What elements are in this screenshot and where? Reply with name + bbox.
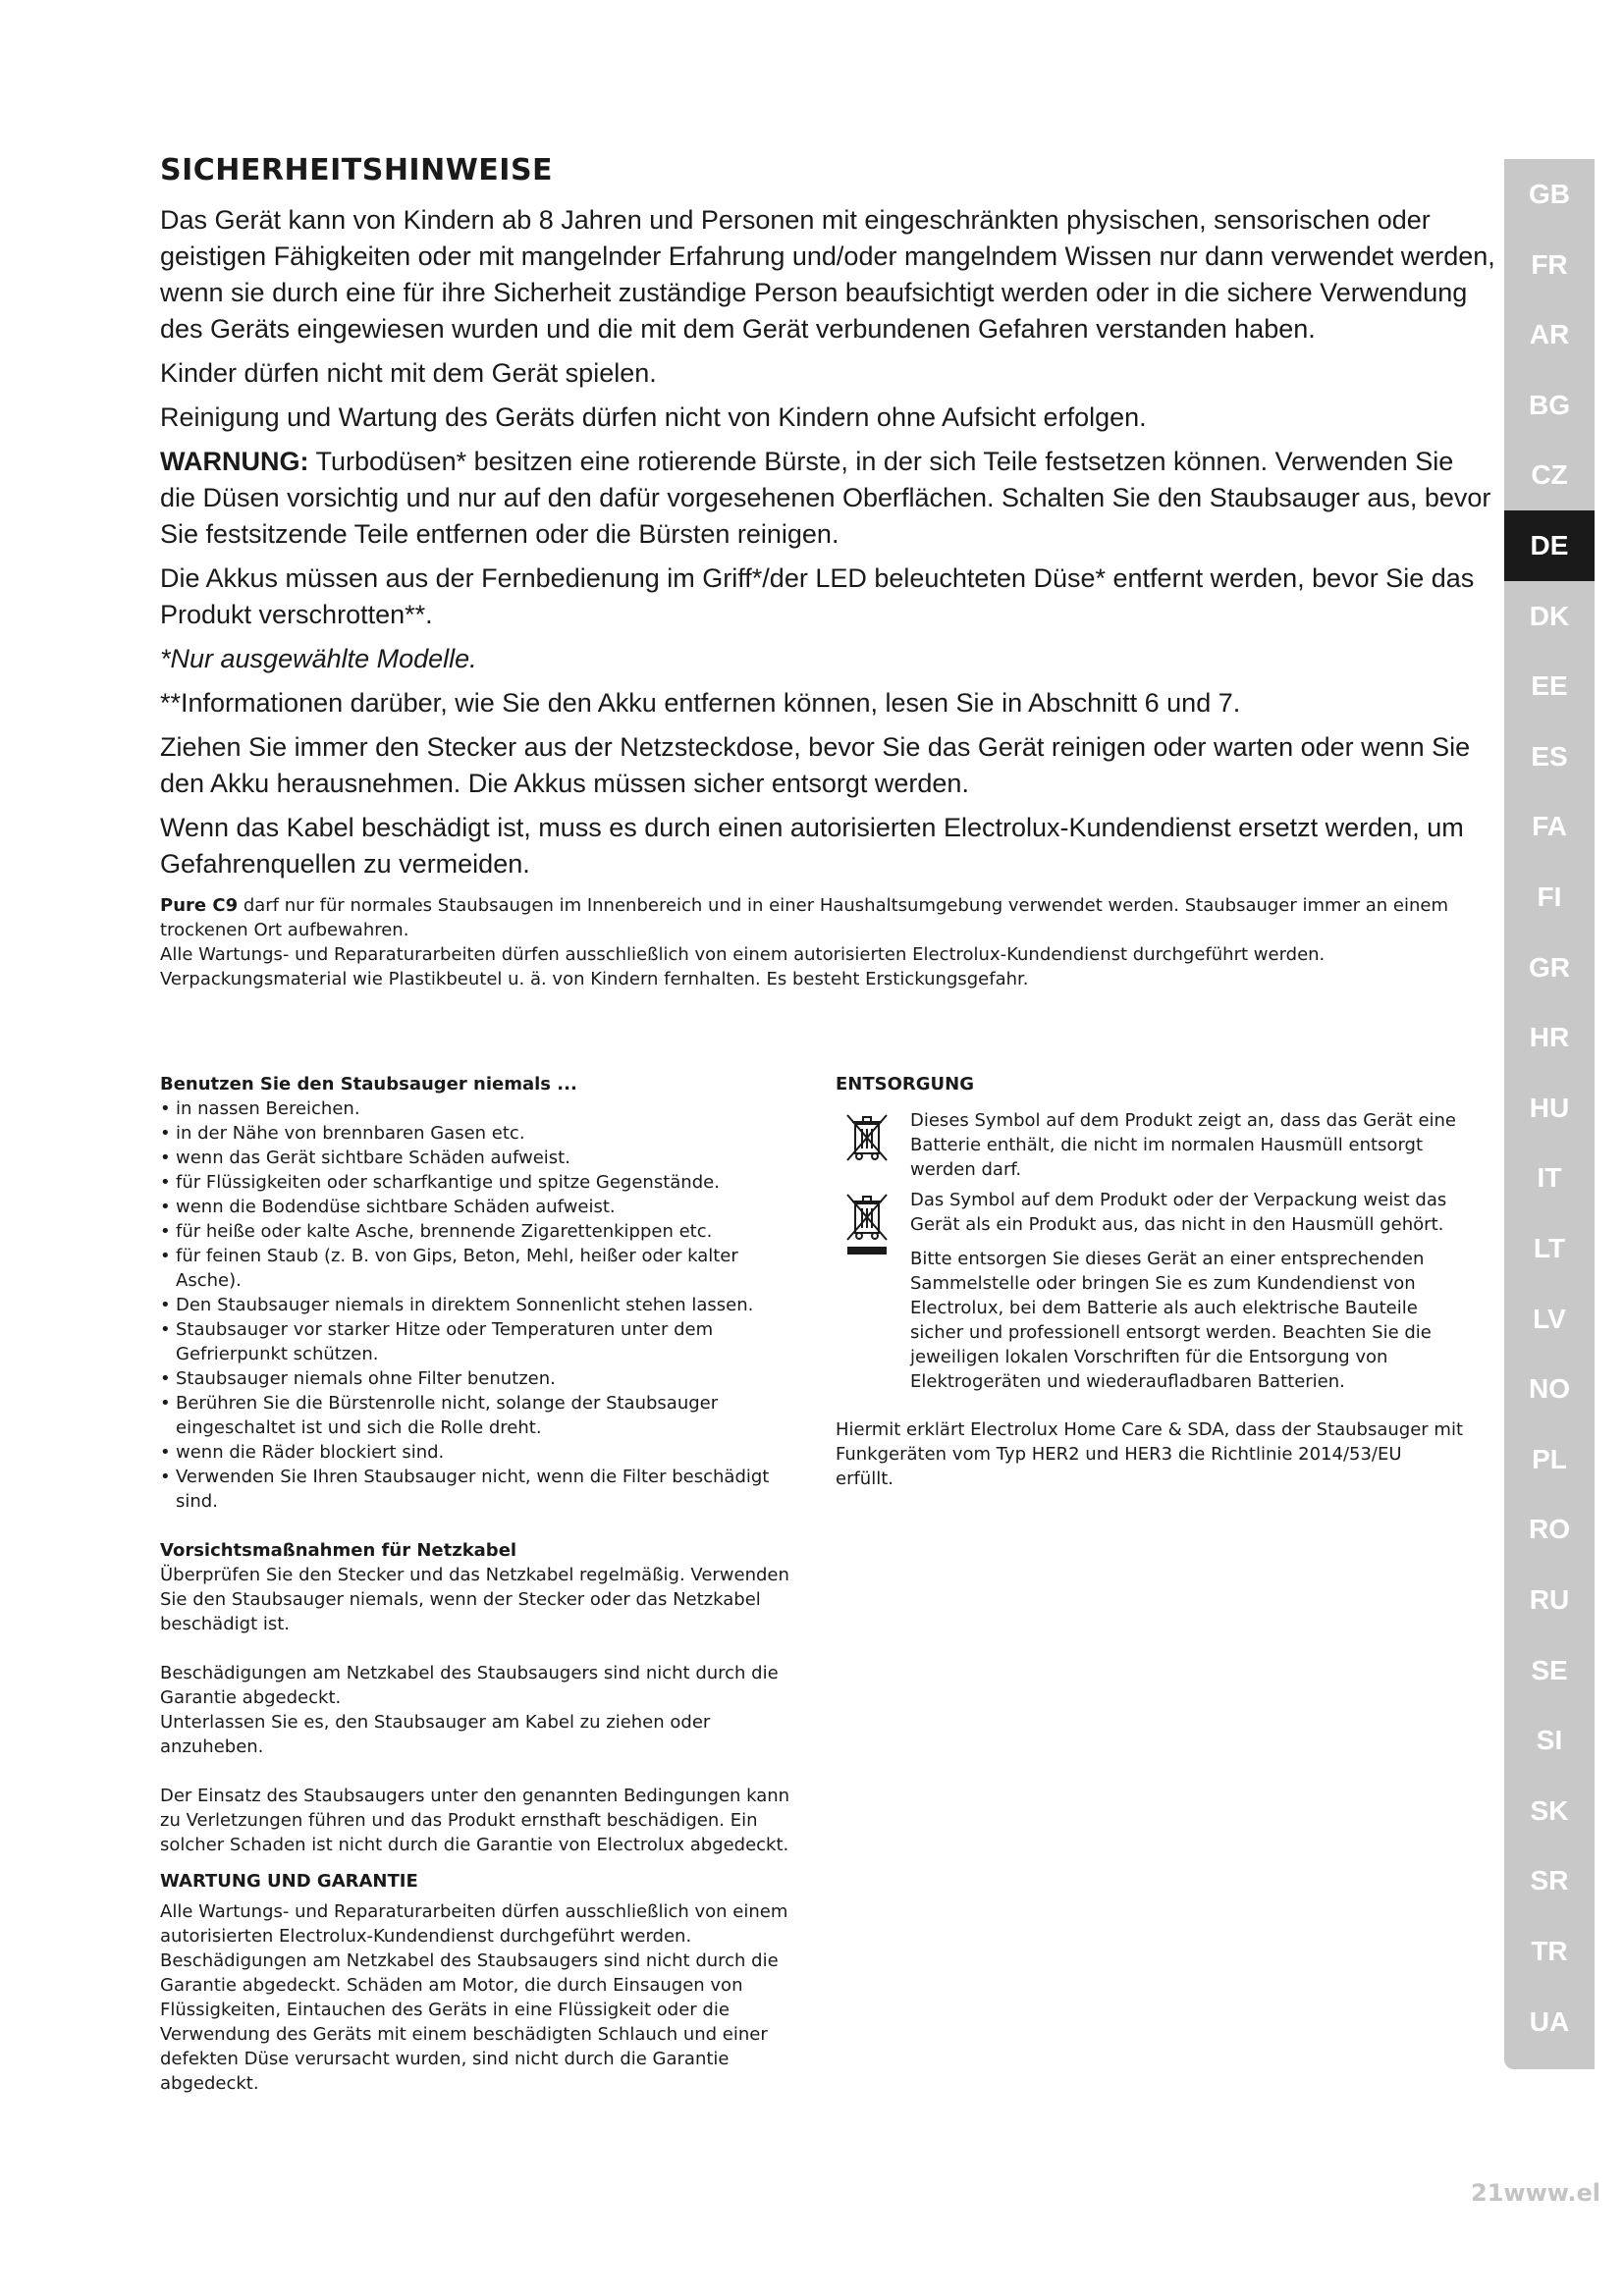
page-title: SICHERHEITSHINWEISE (160, 153, 554, 187)
tab-dk[interactable]: DK (1529, 600, 1570, 631)
cord-paragraph: Beschädigungen am Netzkabel des Staubsaugers sind nicht durch die Garantie abgedeckt. (160, 1663, 779, 1708)
tab-ru[interactable]: RU (1529, 1584, 1570, 1615)
right-column (836, 1072, 1464, 1491)
intro-paragraph: Die Akkus müssen aus der Fernbedienung im Griff*/der LED beleuchteten Düse* entfernt werden, bevor Sie das Produkt verschrotten**. (160, 563, 1475, 629)
service-note: Alle Wartungs- und Reparaturarbeiten dürfen ausschließlich von einem autorisierten Electrolux-Kundendienst durchgeführt werden. (160, 944, 1326, 965)
tab-ua[interactable]: UA (1529, 2005, 1570, 2037)
cord-paragraph: Überprüfen Sie den Stecker und das Netzkabel regelmäßig. Verwenden Sie den Staubsauger niemals, wenn der Stecker oder das Netzkabel beschädigt ist. (160, 1565, 789, 1634)
tab-pl[interactable]: PL (1532, 1443, 1567, 1474)
tab-es[interactable]: ES (1531, 740, 1568, 772)
tab-sr[interactable]: SR (1530, 1865, 1569, 1896)
list-item: • Staubsauger vor starker Hitze oder Temperaturen unter dem Gefrierpunkt schützen. (160, 1317, 808, 1366)
product-symbol-text: Das Symbol auf dem Produkt oder der Verpackung weist das Gerät als ein Produkt aus, das nicht in den Hausmüll gehört. (910, 1190, 1447, 1235)
never-use-heading: Benutzen Sie den Staubsauger niemals ... (160, 1074, 577, 1095)
tab-ee[interactable]: EE (1531, 670, 1568, 702)
never-use-list (160, 1096, 808, 1514)
left-column (160, 1072, 808, 2096)
tab-se[interactable]: SE (1531, 1654, 1568, 1685)
list-item: • Berühren Sie die Bürstenrolle nicht, solange der Staubsauger eingeschaltet ist und sich die Rolle dreht. (160, 1391, 808, 1440)
intro-paragraph: Reinigung und Wartung des Geräts dürfen nicht von Kindern ohne Aufsicht erfolgen. (160, 402, 1147, 432)
tab-lt[interactable]: LT (1533, 1233, 1566, 1263)
list-item: • für feinen Staub (z. B. von Gips, Beton, Mehl, heißer oder kalter Asche). (160, 1244, 808, 1293)
warning-label: WARNUNG: (160, 447, 309, 476)
intro-paragraph: Ziehen Sie immer den Stecker aus der Netzsteckdose, bevor Sie das Gerät reinigen oder warten oder wenn Sie den Akku herausnehmen. Die Akkus müssen sicher entsorgt werden. (160, 732, 1471, 798)
intro-paragraph: Wenn das Kabel beschädigt ist, muss es durch einen autorisierten Electrolux-Kundendienst ersetzt werden, um Gefahrenquellen zu vermeiden. (160, 813, 1464, 879)
list-item: • wenn die Bodendüse sichtbare Schäden aufweist. (160, 1195, 808, 1219)
safety-intro (160, 202, 1495, 890)
model-name: Pure C9 (160, 895, 239, 916)
conformity-declaration: Hiermit erklärt Electrolux Home Care & SDA, dass der Staubsauger mit Funkgeräten vom Typ HER2 und HER3 die Richtlinie 2014/53/EU erfüllt. (836, 1419, 1464, 1489)
tab-ar[interactable]: AR (1529, 319, 1570, 350)
tab-tr[interactable]: TR (1531, 1936, 1568, 1966)
tab-hu[interactable]: HU (1529, 1092, 1570, 1123)
tab-gr[interactable]: GR (1529, 951, 1570, 983)
disposal-battery (836, 1108, 1464, 1182)
list-item: • wenn das Gerät sichtbare Schäden aufweist. (160, 1146, 808, 1170)
footnote-models: *Nur ausgewählte Modelle. (160, 644, 477, 673)
warranty-paragraph: Alle Wartungs- und Reparaturarbeiten dürfen ausschließlich von einem autorisierten Electrolux-Kundendienst durchgeführt werden. (160, 1901, 788, 1947)
list-item: • wenn die Räder blockiert sind. (160, 1440, 808, 1465)
usage-note (160, 893, 1476, 942)
tab-fa[interactable]: FA (1532, 811, 1567, 842)
list-item: • für Flüssigkeiten oder scharfkantige und spitze Gegenstände. (160, 1170, 808, 1195)
list-item: • für heiße oder kalte Asche, brennende Zigarettenkippen etc. (160, 1219, 808, 1244)
disposal-product (836, 1188, 1464, 1394)
cord-paragraph: Unterlassen Sie es, den Staubsauger am Kabel zu ziehen oder anzuheben. (160, 1712, 711, 1757)
list-item: • Staubsauger niemals ohne Filter benutzen. (160, 1366, 808, 1391)
packaging-note: Verpackungsmaterial wie Plastikbeutel u. ä. von Kindern fernhalten. Es besteht Erstickungsgefahr. (160, 969, 1029, 989)
footnote-battery: **Informationen darüber, wie Sie den Akku entfernen können, lesen Sie in Abschnitt 6 und 7. (160, 688, 1241, 718)
tab-sk[interactable]: SK (1530, 1794, 1569, 1826)
tab-no[interactable]: NO (1529, 1373, 1570, 1405)
warning-text: Turbodüsen* besitzen eine rotierende Bürste, in der sich Teile festsetzen können. Verwenden Sie die Düsen vorsichtig und nur auf den dafür vorgesehenen Oberflächen. Schalten Sie den Staubsauger aus, bevor Sie festsitzende Teile entfernen oder die Bürsten reinigen. (160, 447, 1491, 549)
tab-si[interactable]: SI (1536, 1725, 1563, 1756)
crossed-out-bin-icon (843, 1112, 891, 1163)
cord-paragraph: Der Einsatz des Staubsaugers unter den genannten Bedingungen kann zu Verletzungen führen und das Produkt ernsthaft beschädigen. Ein solcher Schaden ist nicht durch die Garantie von Electrolux abgedeckt. (160, 1786, 790, 1855)
tab-ro[interactable]: RO (1529, 1514, 1570, 1545)
disposal-heading: ENTSORGUNG (836, 1074, 974, 1095)
warranty-heading: WARTUNG UND GARANTIE (160, 1871, 418, 1892)
list-item: • Den Staubsauger niemals in direktem Sonnenlicht stehen lassen. (160, 1293, 808, 1317)
intro-paragraph: Das Gerät kann von Kindern ab 8 Jahren und Personen mit eingeschränkten physischen, sensorischen oder geistigen Fähigkeiten oder mit mangelnder Erfahrung und/oder mangelndem Wissen nur dann verwendet werden, wenn sie durch eine für ihre Sicherheit zuständige Person beaufsichtigt werden oder in die sichere Verwendung des Geräts eingewiesen wurden und die mit dem Gerät verbundenen Gefahren verstanden haben. (160, 205, 1495, 344)
warning-paragraph (160, 444, 1495, 553)
intro-paragraph: Kinder dürfen nicht mit dem Gerät spielen. (160, 358, 657, 388)
tab-hr[interactable]: HR (1529, 1022, 1570, 1053)
tab-bg[interactable]: BG (1529, 389, 1570, 420)
tab-de[interactable]: DE (1504, 510, 1595, 581)
list-item: • in der Nähe von brennbaren Gasen etc. (160, 1121, 808, 1146)
tab-cz[interactable]: CZ (1531, 459, 1568, 491)
intro-small-print (160, 893, 1476, 991)
disposal-instructions: Bitte entsorgen Sie dieses Gerät an einer entsprechenden Sammelstelle oder bringen Sie es zum Kundendienst von Electrolux, bei dem Batterie als auch elektrische Bauteile sicher und professionell entsorgt werden. Beachten Sie die jeweiligen lokalen Vorschriften für die Entsorgung von Elektrogeräten und wiederaufladbaren Batterien. (910, 1249, 1432, 1392)
tab-gb[interactable]: GB (1529, 179, 1570, 209)
list-item: • in nassen Bereichen. (160, 1096, 808, 1121)
list-item: • Verwenden Sie Ihren Staubsauger nicht, wenn die Filter beschädigt sind. (160, 1465, 808, 1514)
crossed-out-bin-with-bar-icon (843, 1192, 891, 1256)
page-footer: 21www.el (1471, 2179, 1600, 2207)
cord-heading: Vorsichtsmaßnahmen für Netzkabel (160, 1540, 517, 1561)
tab-fr[interactable]: FR (1531, 248, 1568, 280)
tab-fi[interactable]: FI (1537, 881, 1562, 912)
tab-it[interactable]: IT (1537, 1162, 1562, 1194)
usage-note-text: darf nur für normales Staubsaugen im Innenbereich und in einer Haushaltsumgebung verwendet werden. Staubsauger immer an einem trockenen Ort aufbewahren. (160, 895, 1449, 940)
tab-lv[interactable]: LV (1533, 1303, 1566, 1334)
warranty-paragraph: Beschädigungen am Netzkabel des Staubsaugers sind nicht durch die Garantie abgedeckt. Schäden am Motor, die durch Einsaugen von Flüssigkeiten, Eintauchen des Geräts in eine Flüssigkeit oder die Verwendung des Geräts mit einem beschädigten Schlauch und einer defekten Düse verursacht wurden, sind nicht durch die Garantie abgedeckt. (160, 1950, 779, 2094)
battery-symbol-text: Dieses Symbol auf dem Produkt zeigt an, dass das Gerät eine Batterie enthält, die nicht im normalen Hausmüll entsorgt werden darf. (910, 1110, 1456, 1180)
